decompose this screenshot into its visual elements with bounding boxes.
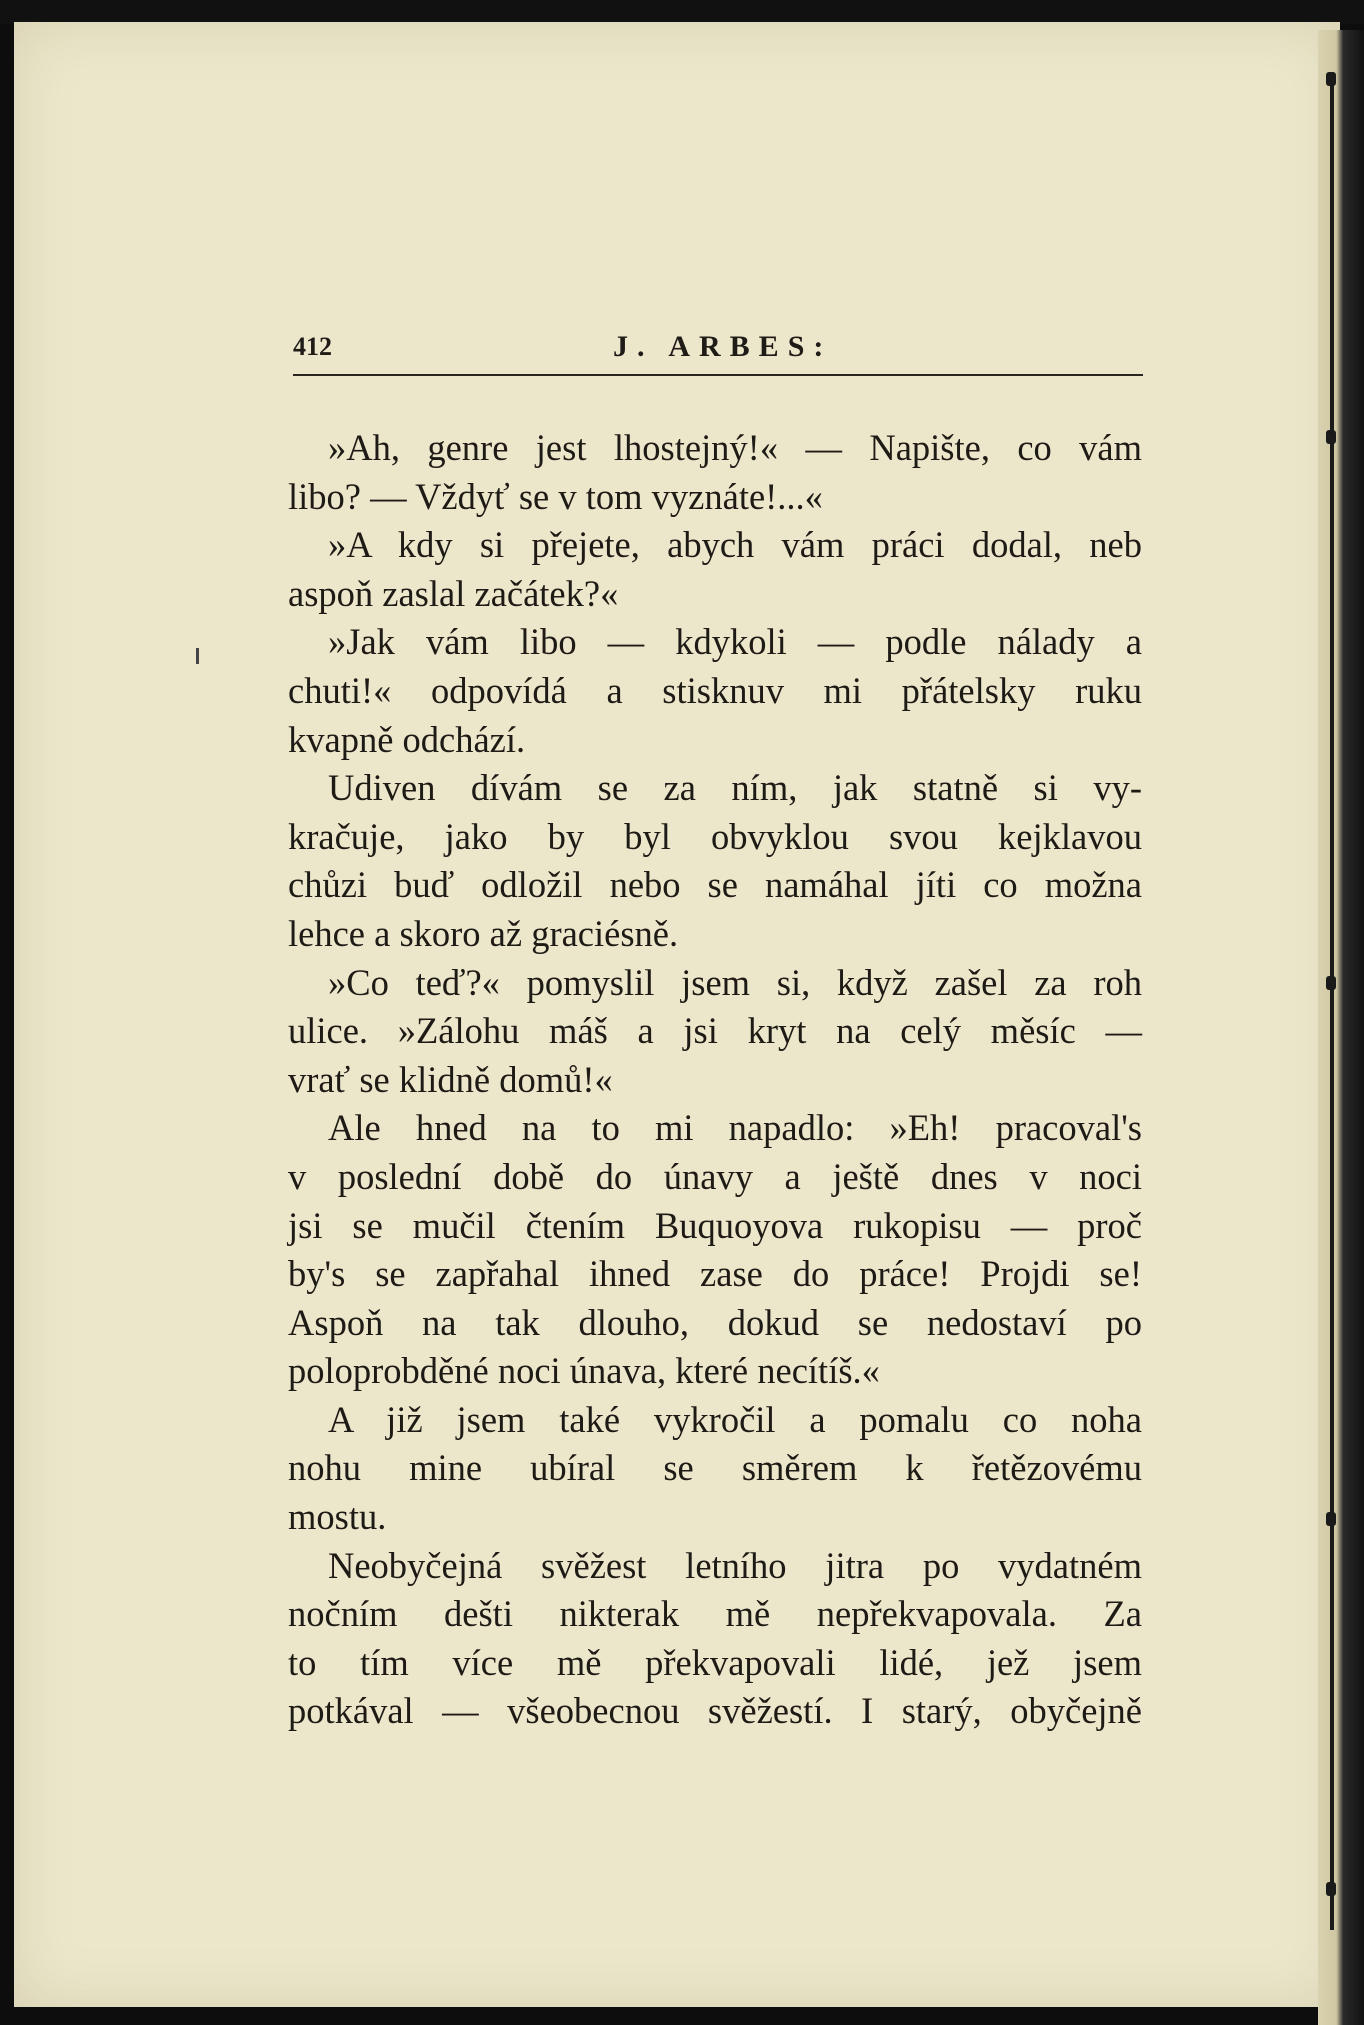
- text-line: Ale hned na to mi napadlo: »Eh! pracoval's: [328, 1107, 1142, 1149]
- paragraph: [288, 521, 1142, 618]
- text-line: »A kdy si přejete, abych vám práci dodal, neb: [328, 524, 1142, 566]
- text-line: Aspoň na tak dlouho, dokud se nedostaví po: [288, 1301, 1142, 1343]
- paragraph: [288, 618, 1142, 764]
- text-line: vrať se klidně domů!«: [288, 1058, 613, 1100]
- paragraph: [288, 1104, 1142, 1396]
- text-line: nohu mine ubíral se směrem k řetězovému: [288, 1447, 1142, 1489]
- text-line: kračuje, jako by byl obvyklou svou kejklavou: [288, 815, 1142, 857]
- text-line: chuti!« odpovídá a stisknuv mi přátelsky ruku: [288, 669, 1142, 711]
- text-line: Udiven dívám se za ním, jak statně si vy-: [328, 767, 1142, 809]
- text-line: Neobyčejná svěžest letního jitra po vydatném: [328, 1544, 1142, 1586]
- text-line: ulice. »Zálohu máš a jsi kryt na celý měsíc —: [288, 1010, 1142, 1052]
- paragraph: [288, 424, 1142, 521]
- text-line: lehce a skoro až graciésně.: [288, 912, 679, 954]
- text-line: poloprobděné noci únava, které necítíš.«: [288, 1350, 880, 1392]
- spine-mark: [1326, 1512, 1336, 1526]
- paragraph: [288, 959, 1142, 1105]
- text-line: »Co teď?« pomyslil jsem si, když zašel za roh: [328, 961, 1142, 1003]
- spine-mark: [1326, 1882, 1336, 1896]
- scan-top-edge: [0, 0, 1364, 24]
- spine-mark: [1326, 976, 1336, 990]
- text-line: potkával — všeobecnou svěžestí. I starý, obyčejně: [288, 1690, 1142, 1732]
- spine-mark: [1326, 72, 1336, 86]
- text-line: libo? — Vždyť se v tom vyznáte!...«: [288, 475, 823, 517]
- page-header: [293, 330, 1143, 376]
- text-line: kvapně odchází.: [288, 718, 526, 760]
- body-text: [288, 424, 1142, 1736]
- text-line: A již jsem také vykročil a pomalu co noha: [328, 1398, 1142, 1440]
- paragraph: [288, 1542, 1142, 1736]
- paragraph: [288, 1396, 1142, 1542]
- text-line: by's se zapřahal ihned zase do práce! Projdi se!: [288, 1253, 1142, 1295]
- spine-shadow: [1330, 80, 1334, 1930]
- text-line: chůzi buď odložil nebo se namáhal jíti co možna: [288, 864, 1142, 906]
- spine-mark: [1326, 430, 1336, 444]
- text-line: v poslední době do únavy a ještě dnes v noci: [288, 1155, 1142, 1197]
- text-line: nočním dešti nikterak mě nepřekvapovala. Za: [288, 1593, 1142, 1635]
- text-line: jsi se mučil čtením Buquoyova rukopisu — proč: [288, 1204, 1142, 1246]
- paragraph: [288, 764, 1142, 958]
- page-number: 412: [293, 332, 332, 361]
- text-line: »Jak vám libo — kdykoli — podle nálady a: [328, 621, 1142, 663]
- margin-mark: [196, 648, 199, 664]
- text-line: »Ah, genre jest lhostejný!« — Napište, co vám: [328, 427, 1142, 468]
- running-head: J. ARBES:: [613, 330, 833, 363]
- book-spine-edge: [1318, 30, 1364, 2025]
- text-line: mostu.: [288, 1496, 387, 1538]
- text-line: to tím více mě překvapovali lidé, jež jsem: [288, 1641, 1142, 1683]
- text-line: aspoň zaslal začátek?«: [288, 572, 619, 614]
